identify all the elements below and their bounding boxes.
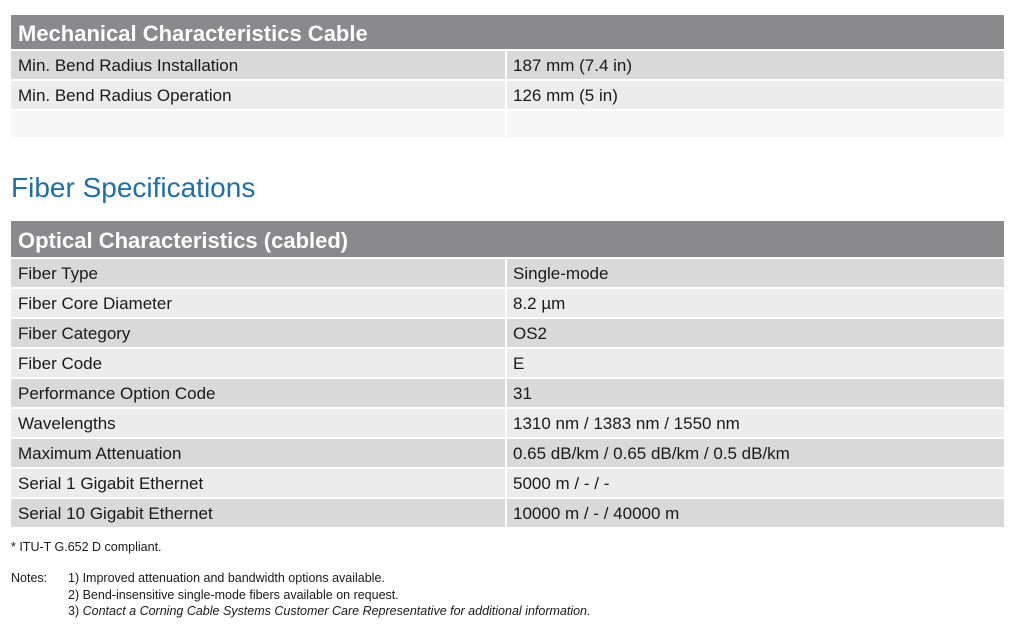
note-number: 3) <box>68 604 83 618</box>
row-value: 1310 nm / 1383 nm / 1550 nm <box>513 414 740 433</box>
note-item <box>68 603 590 620</box>
row-label: Maximum Attenuation <box>11 439 507 467</box>
row-label: Wavelengths <box>11 409 507 437</box>
row-label: Serial 10 Gigabit Ethernet <box>11 499 507 527</box>
table-row <box>11 259 1004 289</box>
optical-characteristics-table <box>11 221 1004 529</box>
table-row <box>11 349 1004 379</box>
row-value: 0.65 dB/km / 0.65 dB/km / 0.5 dB/km <box>513 444 790 463</box>
notes-label: Notes: <box>11 571 48 585</box>
row-value: 10000 m / - / 40000 m <box>513 504 680 523</box>
note-item: 2) Bend-insensitive single-mode fibers available on request. <box>68 587 399 602</box>
mechanical-characteristics-table <box>11 15 1004 139</box>
row-value: 187 mm (7.4 in) <box>513 56 633 75</box>
table-row <box>11 51 1004 81</box>
table-row <box>11 439 1004 469</box>
row-label: Fiber Core Diameter <box>11 289 507 317</box>
mechanical-table-header: Mechanical Characteristics Cable <box>11 15 1004 51</box>
table-row-empty <box>11 111 1004 139</box>
footnote: * ITU-T G.652 D compliant. <box>11 540 162 554</box>
row-value: 5000 m / - / - <box>513 474 610 493</box>
optical-table-header: Optical Characteristics (cabled) <box>11 221 1004 259</box>
row-value: 126 mm (5 in) <box>513 86 618 105</box>
row-value: 8.2 µm <box>513 294 566 313</box>
table-row <box>11 81 1004 111</box>
row-value: 31 <box>513 384 532 403</box>
row-label: Performance Option Code <box>11 379 507 407</box>
row-label: Min. Bend Radius Installation <box>11 51 507 79</box>
row-label: Serial 1 Gigabit Ethernet <box>11 469 507 497</box>
row-value: E <box>513 354 525 373</box>
row-value-empty <box>507 111 1004 137</box>
table-row <box>11 319 1004 349</box>
note-text-italic: Contact a Corning Cable Systems Customer Care Representative for additional information. <box>82 604 591 618</box>
row-label: Fiber Type <box>11 259 507 287</box>
notes-list <box>68 570 590 620</box>
row-label: Min. Bend Radius Operation <box>11 81 507 109</box>
row-label: Fiber Code <box>11 349 507 377</box>
row-value: OS2 <box>513 324 548 343</box>
table-row <box>11 499 1004 529</box>
table-row <box>11 289 1004 319</box>
section-title: Fiber Specifications <box>11 172 256 203</box>
row-label-empty <box>11 111 507 137</box>
table-row <box>11 379 1004 409</box>
table-row <box>11 469 1004 499</box>
table-row <box>11 409 1004 439</box>
row-value: Single-mode <box>513 264 609 283</box>
note-item: 1) Improved attenuation and bandwidth options available. <box>68 571 385 585</box>
row-label: Fiber Category <box>11 319 507 347</box>
